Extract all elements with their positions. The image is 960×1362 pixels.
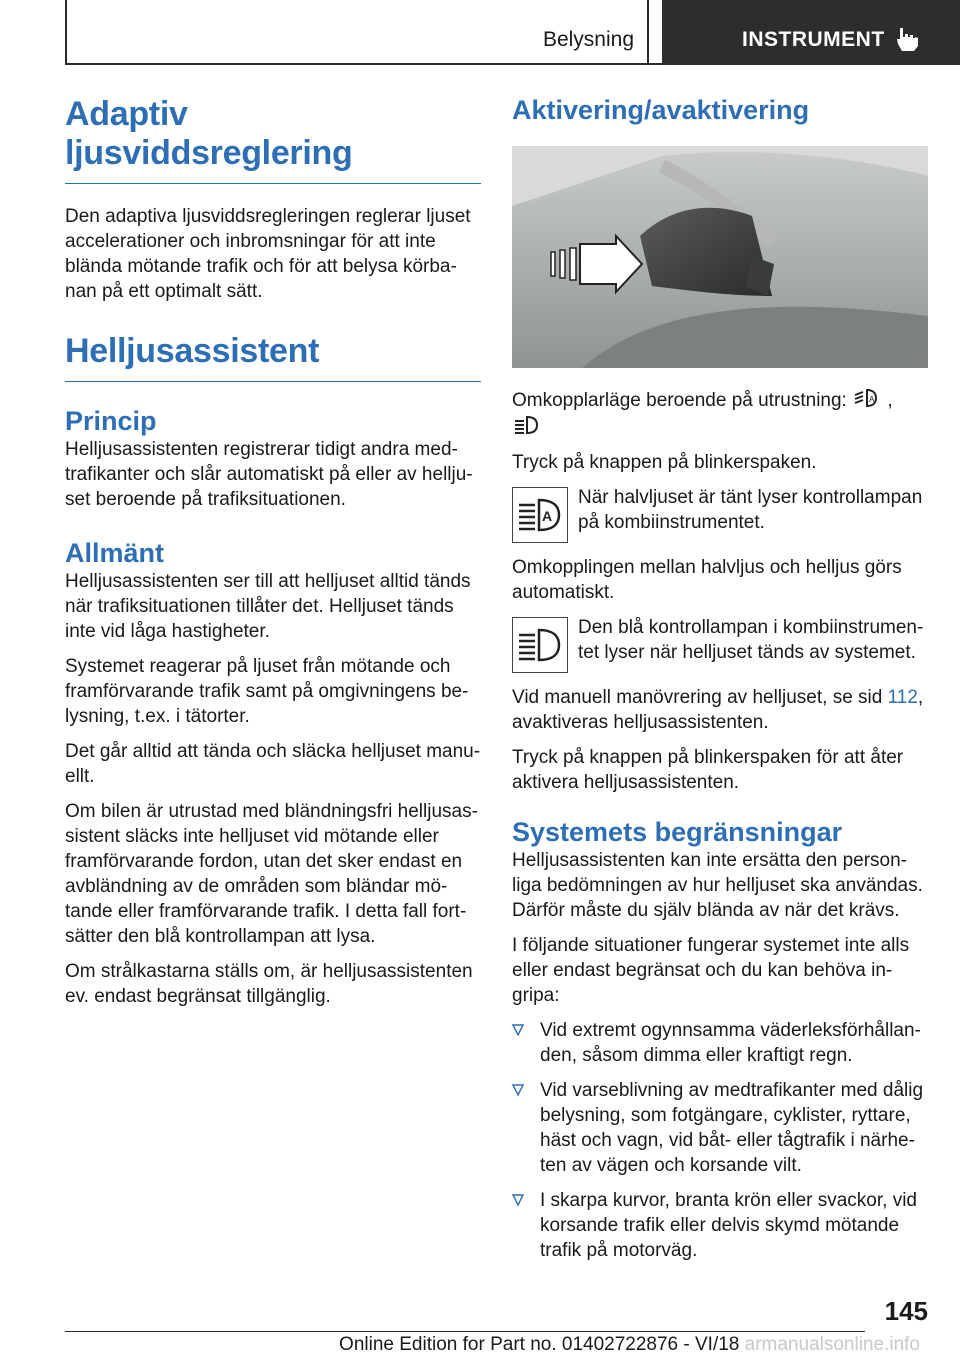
- paragraph-tryck: Tryck på knappen på blinkerspaken.: [512, 452, 817, 473]
- paragraph-tryck-aktivera: Tryck på knappen på blinkerspaken för att åter aktivera helljusassistenten.: [512, 747, 904, 793]
- paragraph-omkopplarlage: [512, 386, 928, 440]
- title-helljusassistent: Helljusassistent: [65, 332, 481, 382]
- manuell-tail: , avaktiveras helljusassistenten.: [512, 687, 924, 733]
- svg-text:A: A: [869, 395, 875, 404]
- paragraph-allmant-2: Systemet reagerar på ljuset från mötande och framförvarande trafik samt på omgivningens be-lysning, t.ex. i tätorter.: [65, 656, 469, 727]
- footer-rule: [65, 1331, 865, 1332]
- svg-text:A: A: [542, 508, 553, 524]
- paragraph-allmant-5: Om strålkastarna ställs om, är helljusassistenten ev. endast begränsat tillgänglig.: [65, 961, 473, 1007]
- heading-allmant: Allmänt: [65, 538, 165, 568]
- header-divider-right: [647, 0, 649, 65]
- heading-systemets-begransningar: Systemets begränsningar: [512, 817, 843, 847]
- paragraph-omkoppling: Omkopplingen mellan halvljus och helljus görs automatiskt.: [512, 557, 902, 603]
- paragraph-allmant-4: Om bilen är utrustad med bländningsfri helljusas-sistent släcks inte helljuset vid mötande eller framförvarande fordon, utan det sker endast en avbländning av de områden som bländar mö-tande eller framförvarande trafik. I detta fall fort-sätter den blå kontrollampan att lysa.: [65, 801, 478, 947]
- pointing-hand-icon: [894, 26, 920, 52]
- high-beam-stalk-icon: [512, 413, 542, 437]
- right-column: [512, 95, 928, 1273]
- heading-aktivering: Aktivering/avaktivering: [512, 95, 810, 125]
- footer-brand: armanualsonline.info: [744, 1334, 920, 1355]
- omkopplarlage-text: Omkopplarläge beroende på utrustning:: [512, 390, 847, 411]
- note-auto-high-beam-text: När halvljuset är tänt lyser kontrollampan på kombiinstrumentet.: [578, 487, 923, 533]
- footer-edition: [339, 1334, 920, 1356]
- page-link-112[interactable]: 112: [887, 687, 918, 708]
- paragraph-allmant-1: Helljusassistenten ser till att helljuset alltid tänds när trafiksituationen tillåter det. Helljuset tänds inte vid låga hastigheter.: [65, 571, 471, 642]
- auto-high-beam-icon: [512, 487, 568, 543]
- header-divider-left: [65, 0, 67, 65]
- paragraph-manuell: [512, 685, 928, 735]
- paragraph-adaptiv: Den adaptiva ljusviddsregleringen reglerar ljuset accelerationer och inbromsningar för att inte blända mötande trafik och för att belysa körba-nan på ett optimalt sätt.: [65, 206, 471, 302]
- chapter-tab[interactable]: [662, 0, 960, 65]
- omkopplarlage-comma: ,: [887, 390, 893, 411]
- paragraph-system-2: I följande situationer fungerar systemet inte alls eller endast begränsat och du kan behöva in-gripa:: [512, 935, 910, 1006]
- note-high-beam: [512, 615, 928, 673]
- page-number: 145: [884, 1296, 928, 1326]
- note-high-beam-text: Den blå kontrollampan i kombiinstrumen-tet lyser när helljuset tänds av systemet.: [578, 617, 924, 663]
- list-item-text: Vid extremt ogynnsamma väderleksförhållan-den, såsom dimma eller kraftigt regn.: [540, 1020, 921, 1066]
- high-beam-indicator-icon: [512, 617, 568, 673]
- bullet-triangle-icon: [512, 1194, 524, 1206]
- left-column: [65, 95, 481, 1019]
- chapter-label: INSTRUMENT: [742, 28, 885, 51]
- list-item-text: Vid varseblivning av medtrafikanter med dålig belysning, som fotgängare, cyklister, ryttare, häst och vagn, vid båt- eller tågtrafik i närhe-ten av vägen och korsande vilt.: [540, 1080, 924, 1176]
- paragraph-princip: Helljusassistenten registrerar tidigt andra med-trafikanter och slår automatiskt på eller av hellju-set beroende på trafiksituationen.: [65, 439, 473, 510]
- limitations-list: [512, 1018, 928, 1263]
- list-item: [512, 1078, 928, 1178]
- manuell-text: Vid manuell manövrering av helljuset, se sid: [512, 687, 883, 708]
- section-label: Belysning: [542, 28, 634, 51]
- note-auto-high-beam: [512, 485, 928, 543]
- bullet-triangle-icon: [512, 1024, 524, 1036]
- footer-edition-text: Online Edition for Part no. 01402722876 - VI/18: [339, 1334, 740, 1355]
- title-adaptiv: Adaptiv ljusviddsreglering: [65, 95, 481, 184]
- stalk-button-photo: [512, 146, 928, 368]
- list-item: [512, 1018, 928, 1068]
- list-item: [512, 1188, 928, 1263]
- heading-princip: Princip: [65, 406, 157, 436]
- paragraph-system-1: Helljusassistenten kan inte ersätta den person-liga bedömningen av hur helljuset ska användas. Därför måste du själv blända av när det krävs.: [512, 850, 923, 921]
- list-item-text: I skarpa kurvor, branta krön eller svackor, vid korsande trafik eller delvis skymd mötande trafik på motorväg.: [540, 1190, 917, 1261]
- auto-high-beam-stalk-icon: [852, 386, 882, 410]
- bullet-triangle-icon: [512, 1084, 524, 1096]
- paragraph-allmant-3: Det går alltid att tända och släcka helljuset manu-ellt.: [65, 741, 481, 787]
